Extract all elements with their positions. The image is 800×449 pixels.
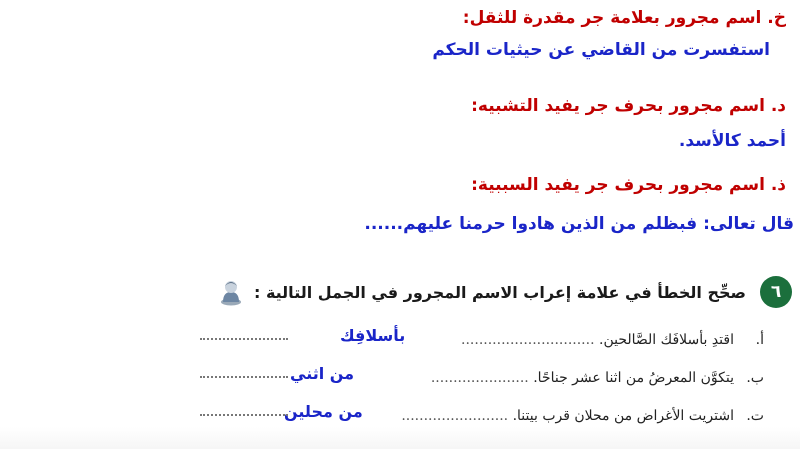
row-b-answer: من اثني xyxy=(290,364,355,383)
row-t-answer-blank xyxy=(200,414,288,416)
exercise-number-badge: ٦ xyxy=(760,276,792,308)
row-a-answer-blank xyxy=(200,338,288,340)
row-t-sentence: اشتريت الأغراض من محلان قرب بيتنا. ........................ xyxy=(401,408,734,424)
section-d-example: أحمد كالأسد. xyxy=(678,131,786,151)
exercise-header xyxy=(232,275,792,309)
row-a-sentence: اقتدِ بأسلافَك الصَّالحين. .............................. xyxy=(461,332,734,348)
row-b-label: ب. xyxy=(746,370,764,386)
person-icon xyxy=(220,278,242,306)
exercise-row-b xyxy=(200,364,764,394)
row-a-label: أ. xyxy=(755,332,764,348)
exercise-title: صحِّح الخطأ في علامة إعراب الاسم المجرور في الجمل التالية : xyxy=(253,282,746,302)
row-t-label: ت. xyxy=(746,408,764,424)
section-d-heading: د. اسم مجرور بحرف جر يفيد التشبيه: xyxy=(471,96,786,116)
section-dh-heading: ذ. اسم مجرور بحرف جر يفيد السببية: xyxy=(471,175,786,195)
row-t-answer: من محلين xyxy=(284,402,363,421)
page-bottom-shade xyxy=(0,427,800,449)
section-dh-example: قال تعالى: فبظلم من الذين هادوا حرمنا عليهم...... xyxy=(364,214,794,234)
section-kh-example: استفسرت من القاضي عن حيثيات الحكم xyxy=(432,40,770,60)
row-b-sentence: يتكوَّن المعرضُ من اثنا عشر جناحًا. ...................... xyxy=(430,370,734,386)
row-b-answer-blank xyxy=(200,376,288,378)
exercise-row-a xyxy=(200,326,764,356)
row-a-answer: بأسلافِك xyxy=(340,326,406,345)
section-kh-heading: خ. اسم مجرور بعلامة جر مقدرة للثقل: xyxy=(462,8,786,28)
